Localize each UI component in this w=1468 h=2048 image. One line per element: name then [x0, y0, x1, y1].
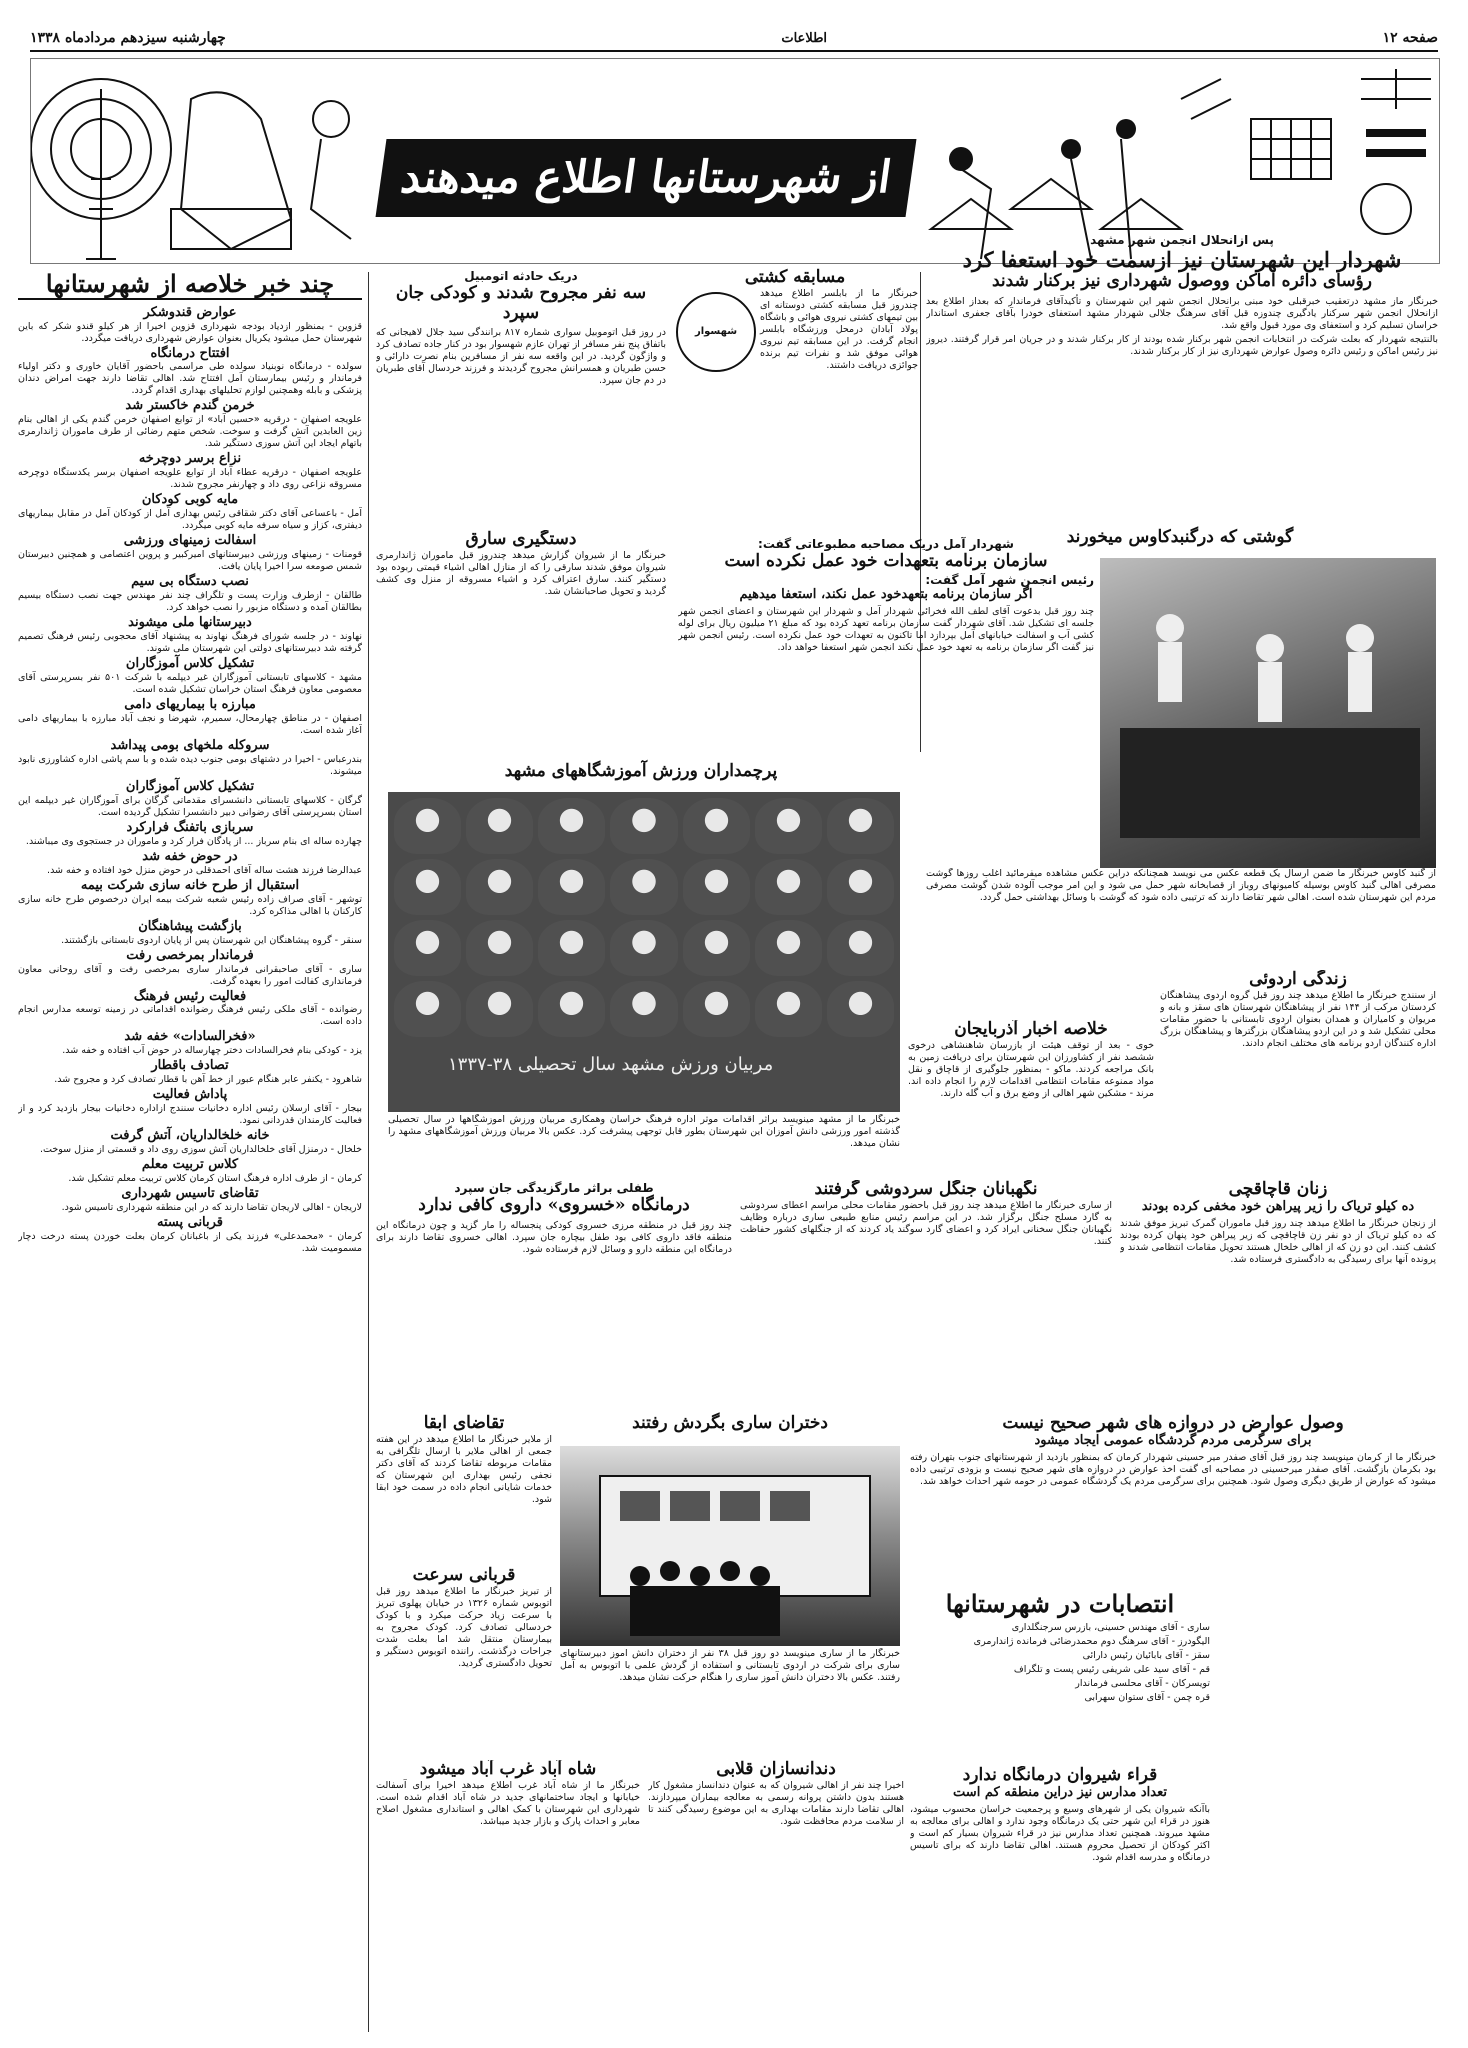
photo-sports-teachers — [388, 792, 900, 1112]
brief-item — [18, 1088, 362, 1127]
portrait — [827, 920, 894, 976]
brief-headline: خانه خلخالداریان، آتش گرفت — [110, 1128, 270, 1144]
brief-headline: استقبال از طرح خانه سازی شرکت بیمه — [80, 877, 300, 893]
article-body: از گنبد کاوس خبرنگار ما ضمن ارسال یک قطعه عکس می نویسد همچنانکه دراین عکس مشاهده میفرمائید اغلب روزها گوشت مصرفی اهالی گنبد کاوس بوسیله کامیونهای روباز از قصابخانه شهر حمل می شود و این امر موجب آلوده شدن گوشت مصرفی مردم این شهرستان شده است. اهالی شهر تقاضا دارند که ترتیبی داده شود که گوشت با وسائل بهداشتی حمل گردد. — [926, 868, 1436, 903]
brief-headline: سروکله ملخهای بومی پیداشد — [110, 737, 270, 753]
portrait — [466, 981, 533, 1037]
article-body: خبرنگار ما از شاه آباد غرب اطلاع میدهد اخیرا برای آسفالت خیابانها و ایجاد ساختمانهای جدید در شاه آباد اقدام شده است. شهرداری این شهرستان با کمک اهالی و استانداری مشغول اصلاح معابر و احداث پارک و بازار جدید میباشد. — [376, 1779, 640, 1827]
article-headline: قراء شیروان درمانگاه ندارد — [962, 1766, 1158, 1785]
brief-item — [18, 990, 362, 1029]
brief-item — [18, 534, 362, 573]
portrait — [827, 981, 894, 1037]
article-sarigh — [376, 530, 666, 760]
brief-body: علویجه اصفهان - درقریه «حسین آباد» از توابع اصفهان خرمن گندم یکی از اهالی بنام زین العابدین آتش گرفت و سوخت. شخص متهم رضائی از طرف ماموران ژاندارمری باتهام ایجاد این آتش سوزی دستگیر شد. — [18, 414, 362, 450]
brief-item — [18, 306, 362, 345]
photo-bus — [560, 1446, 900, 1646]
article-body: خبرنگار ما از بابلسر اطلاع میدهد چندروز قبل مسابقه کشتی دوستانه ای بین تیمهای کشتی نیروی هوائی و باشگاه پولاد آبادان درمحل ورزشگاه بابلسر انجام گرفت. در این مسابقه تیم نیروی هوائی موفق شد و نفرات تیم برنده جوائزی دریافت داشتند. — [760, 287, 918, 371]
article-kicker: دریک حادثه اتومبیل — [464, 269, 578, 283]
article-subheadline: ده کیلو تریاک را زیر پیراهن خود مخفی کرده بودند — [1141, 1198, 1415, 1214]
article-headline: قربانی سرعت — [412, 1566, 516, 1585]
article-body: اخیرا چند نفر از اهالی شیروان که به عنوان دندانساز مشغول کار هستند بدون داشتن پروانه رسمی به معالجه بیماران میپردازند. اهالی تقاضا دارند مقامات بهداری به این موضوع رسیدگی کنند تا از سلامت مردم محافظت شود. — [648, 1779, 904, 1827]
article-sari — [560, 1648, 900, 1758]
brief-item — [18, 1216, 362, 1255]
brief-headline: دبیرستانها ملی میشوند — [128, 615, 252, 631]
article-headline: زندگی اردوئی — [1249, 970, 1347, 989]
photo-meat-truck-figures — [1100, 558, 1436, 868]
portrait — [394, 920, 461, 976]
brief-item — [18, 821, 362, 848]
brief-headline: قربانی پسته — [156, 1215, 224, 1231]
portrait — [610, 981, 677, 1037]
article-tefl — [376, 1180, 732, 1410]
portrait — [827, 798, 894, 854]
article-kicker: پس ازانحلال انجمن شهر مشهد — [1090, 233, 1274, 247]
shahsavar-logo — [676, 292, 756, 372]
article-subheadline: تعداد مدارس نیز دراین منطقه کم است — [953, 1784, 1167, 1800]
photo-sari-girls — [560, 1446, 900, 1646]
briefs-header: چند خبر خلاصه از شهرستانها — [18, 270, 362, 300]
brief-body: رضوانده - آقای ملکی رئیس فرهنگ رضوانده اقداماتی در زمینه توسعه مدارس انجام داده است. — [18, 1004, 362, 1028]
article-kicker: رئیس انجمن شهر آمل گفت: — [925, 572, 1094, 587]
article-headline: درمانگاه «خسروی» داروی کافی ندارد — [418, 1195, 690, 1215]
brief-body: قومنات - زمینهای ورزشی دبیرستانهای امیرکبیر و پروین اعتصامی و همچنین دبیرستان شمس صومعه سرا اخیرا پایان یافت. — [18, 549, 362, 573]
masthead — [30, 28, 1438, 48]
portrait — [683, 798, 750, 854]
article-koshti — [672, 268, 918, 530]
article-body: از زنجان خبرنگار ما اطلاع میدهد چند روز قبل ماموران گمرک تبریز موفق شدند که ده کیلو تریاک از دو نفر زن قاچاقچی که زیر پیراهن خود پنهان کرده بودند کشف کنند. این دو زن که از اهالی خلخال هستند تحویل مقامات انتظامی شدند و پرونده آنها برای رسیدگی به دادگستری فرستاده شد. — [1120, 1218, 1436, 1266]
article-zanan — [1120, 1180, 1436, 1410]
portrait — [466, 920, 533, 976]
portrait — [610, 798, 677, 854]
brief-item — [18, 616, 362, 655]
page-number: صفحه ۱۲ — [1382, 30, 1438, 46]
brief-item — [18, 850, 362, 877]
portrait — [466, 859, 533, 915]
portrait — [755, 920, 822, 976]
paper-name: اطلاعات — [781, 30, 828, 46]
brief-headline: مبارزه با بیماریهای دامی — [124, 697, 256, 713]
portrait — [755, 981, 822, 1037]
brief-headline: تشکیل کلاس آموزگاران — [125, 778, 255, 794]
article-headline: شهردار این شهرستان نیز ازسمت خود استعفا کرد — [962, 247, 1402, 272]
brief-item — [18, 347, 362, 398]
brief-headline: اسفالت زمینهای ورزشی — [123, 533, 257, 549]
portrait — [683, 920, 750, 976]
brief-item — [18, 452, 362, 491]
brief-headline: نصب دستگاه بی سیم — [131, 574, 249, 590]
brief-body: شاهرود - یکنفر عابر هنگام عبور از خط آهن با قطار تصادف کرد و مجروح شد. — [54, 1074, 362, 1086]
brief-item — [18, 575, 362, 614]
article-body: در روز قبل اتوموبیل سواری شماره ۸۱۷ برانندگی سید جلال لاهیجانی که باتفاق پنج نفر مسافر از تهران عازم شهسوار بود در کنار جاده تصادف کرد و واژگون گردید. در این واقعه سه نفر از مسافرین بنام نصرت دارائی و حسن طبریان و همسرانش مجروح گردیدند و فرزند خردسال آقای طبریان در دم جان سپرد. — [376, 327, 666, 387]
brief-headline: عوارض قندوشکر — [143, 304, 237, 320]
brief-headline: فرماندار بمرخصی رفت — [126, 947, 254, 963]
portrait — [610, 920, 677, 976]
article-vosul — [910, 1414, 1436, 1584]
article-body: باآنکه شیروان یکی از شهرهای وسیع و پرجمعیت خراسان محسوب میشود، هنوز در قراء این شهر حتی یک درمانگاه وجود ندارد و اهالی برای معالجه به مشهد میروند. همچنین تعداد مدارس نیز در قراء شیروان بسیار کم است و اکثر کودکان از تحصیل محروم هستند. اهالی تقاضا دارند که برای تاسیس درمانگاه و مدرسه اقدام شود. — [910, 1804, 1210, 1864]
banner-title: از شهرستانها اطلاع میدهند — [376, 139, 917, 217]
brief-body: بندرعباس - اخیرا در دشتهای بومی جنوب دیده شده و با سم پاشی اداره کشاورزی نابود میشوند. — [18, 753, 362, 777]
brief-body: چهارده ساله ای بنام سرباز ... از پادگان فرار کرد و ماموران در جستجوی وی میباشند. — [25, 835, 362, 847]
brief-headline: تصادف باقطار — [151, 1058, 229, 1074]
portrait — [755, 859, 822, 915]
portrait — [755, 798, 822, 854]
article-headline: شاه آباد غرب آباد میشود — [419, 1760, 597, 1779]
article-body: از تبریز خبرنگار ما اطلاع میدهد روز قبل اتوبوس شماره ۱۳۲۶ در خیابان پهلوی تبریز با سرعت زیاد حرکت میکرد و با کودک خردسالی تصادف کرد. کودک مجروح به بیمارستان منتقل شد اما بعلت شدت جراحات درگذشت. راننده اتوبوس دستگیر و تحویل دادگستری گردید. — [376, 1585, 552, 1669]
article-body: خبرنگار ماز مشهد درتعقیب خبرقبلی خود مبنی برانحلال انجمن شهر این شهرستان و تأکیدآقای فرماندار که بعداز اطلاع بعد ازانحلال انجمن شهر سرکنار یادگیری چندوزه قبل آقای سرهنگ جلالی شهردار مشهد استعفای خودرا بآقای جعفری استاندار خراسان تسلیم کرد و استعفای وی مورد قبول واقع شد. — [926, 295, 1438, 331]
portrait — [538, 920, 605, 976]
article-taghaza — [376, 1414, 552, 1564]
portrait — [538, 981, 605, 1037]
brief-body: خلخال - درمنزل آقای خلخالداریان آتش سوزی روی داد و قسمتی از منزل سوخت. — [39, 1144, 362, 1156]
photo-caption: مربیان ورزش مشهد سال تحصیلی ۳۸-۱۳۳۷ — [448, 1054, 774, 1075]
portrait — [827, 859, 894, 915]
article-goosht — [926, 868, 1436, 968]
article-shirvan — [910, 1766, 1210, 2032]
portrait — [394, 981, 461, 1037]
article-kicker: شهردار آمل دریک مصاحبه مطبوعاتی گفت: — [758, 537, 1014, 551]
article-headline: زنان قاچاقچی — [1228, 1180, 1328, 1199]
appointment-item: تویسرکان - آقای محلسی فرماندار — [1075, 1677, 1210, 1689]
brief-headline: سربازی باتفنگ فرارکرد — [126, 819, 254, 835]
article-body: از ملایر خبرنگار ما اطلاع میدهد در این هفته جمعی از اهالی ملایر با ارسال تلگرافی به مقامات مربوطه تقاضا کردند که آقای دکتر نجفی رئیس بهداری این شهرستان که خدمات شایانی انجام داده در سمت خود ابقا شود. — [376, 1433, 552, 1505]
brief-item — [18, 1129, 362, 1156]
article-headline: نگهبانان جنگل سردوشی گرفتند — [814, 1180, 1038, 1199]
article-headline: دستگیری سارق — [465, 530, 577, 549]
article-body: خبرنگار ما از ساری مینویسد دو روز قبل ۳۸ نفر از دختران دانش آموز دبیرستانهای ساری برای شرکت در اردوی تابستانی و استفاده از گردش علمی با اتوبوس به آمل رفتند. عکس بالا دختران دانش آموز ساری را هنگام حرکت نشان میدهد. — [560, 1648, 900, 1683]
article-otobus — [376, 268, 666, 530]
article-body: چند روز قبل بدعوت آقای لطف الله فخرائی شهردار آمل و شهردار این شهرستان و اعضای انجمن شهر جلسه ای تشکیل شد. آقای شهردار گفت سازمان برنامه تعهد کرده بود که مبلغ ۲۱ میلیون ریال برای لوله کشی آب و اسفالت خیابانهای آمل بپردازد اما تاکنون به تعهدات خود عمل نکرده است. رئیس انجمن شهر نیز گفت اگر سازمان برنامه به تعهد خود عمل نکند انجمن شهر استعفا خواهد داد. — [678, 606, 1094, 654]
article-doroud — [1160, 970, 1436, 1170]
article-headline: سازمان برنامه بتعهدات خود عمل نکرده است — [724, 551, 1048, 571]
article-subheadline: اگر سازمان برنامه بتعهدخود عمل نکند، استعفا میدهیم — [739, 586, 1033, 602]
brief-headline: افتتاح درمانگاه — [150, 345, 230, 361]
brief-headline: مایه کوبی کودکان — [141, 492, 239, 508]
portrait — [683, 859, 750, 915]
appointment-item: سقز - آقای بابائیان رئیس دارائی — [1082, 1649, 1210, 1661]
brief-headline: بازگشت پیشاهنگان — [138, 918, 242, 934]
brief-item — [18, 879, 362, 918]
article-body: چند روز قبل در منطقه مرزی خسروی کودکی پنجساله را مار گزید و چون درمانگاه این منطقه فاقد داروی کافی بود طفل بیچاره جان سپرد. اهالی خسروی تقاضا دارند برای درمانگاه این منطقه دارو و وسائل لازم فرستاده شود. — [376, 1219, 732, 1255]
brief-item — [18, 493, 362, 532]
brief-headline: فعالیت رئیس فرهنگ — [133, 988, 247, 1004]
portrait-grid — [388, 792, 900, 1043]
appointment-item: الیگودرز - آقای سرهنگ دوم محمدرضائی فرمانده ژاندارمری — [973, 1635, 1210, 1647]
brief-item — [18, 1187, 362, 1214]
brief-body: کرمان - از طرف اداره فرهنگ استان کرمان کلاس تربیت معلم تشکیل شد. — [68, 1173, 362, 1185]
portrait — [610, 859, 677, 915]
brief-item — [18, 1030, 362, 1057]
article-body: بالنتیجه شهردار که بعلت شرکت در انتخابات انجمن شهر برکنار شده بودند از کار برکنار شدند و در جریان امر قرار گرفتند. دیروز نیز رئیس اماکن و رئیس دائره وصول عوارض شهرداری نیز از کار برکنار شدند. — [926, 333, 1438, 357]
brief-item — [18, 949, 362, 988]
article-subheadline: برای سرگرمی مردم گردشگاه عمومی ایجاد میشود — [1034, 1432, 1312, 1448]
brief-body: سولده - درمانگاه نوبنیاد سولده طی مراسمی باحضور آقایان خاوری و دکتر اولیاء فرماندار و رئیس بیمارستان آمل افتتاح شد. اهالی تقاضا دارند جهت امراض دندان پزشکی و بابله وهمچنین لوازم تحلیلهای بهداری اقدام گردد. — [18, 361, 362, 397]
brief-body: مشهد - کلاسهای تابستانی آموزگاران غیر دیپلمه با شرکت ۵۰۱ نفر بسرپرستی آقای معصومی معاون فرهنگ استان خراسان تشکیل شده است. — [18, 672, 362, 696]
article-body: از ساری خبرنگار ما اطلاع میدهد چند روز قبل باحضور مقامات محلی مراسم اعطای سردوشی به گارد مسلح جنگل برگزار شد. در این مراسم رئیس منابع طبیعی ساری درباره وظایف نگهبانان جنگل سخنانی ایراد کرد و اعضای گارد سوگند یاد کردند که از جنگلهای کشور حفاظت کنند. — [740, 1199, 1112, 1247]
brief-body: اصفهان - در مناطق چهارمحال، سمیرم، شهرضا و نجف آباد مبارزه با بیماریهای دامی آغاز شده است. — [18, 712, 362, 736]
column-rule — [368, 272, 369, 2032]
portrait — [683, 981, 750, 1037]
article-headline: پرچمداران ورزش آموزشگاههای مشهد — [504, 761, 778, 781]
portrait — [538, 798, 605, 854]
article-mashhad — [926, 232, 1438, 532]
portrait — [538, 859, 605, 915]
brief-headline: پاداش فعالیت — [152, 1087, 228, 1103]
article-sari-head — [560, 1414, 900, 1444]
article-headline: وصول عوارض در دروازه های شهر صحیح نیست — [1002, 1414, 1344, 1433]
portrait — [394, 798, 461, 854]
brief-body: ساری - آقای صاحبقرانی فرماندار ساری بمرخصی رفت و آقای روحانی معاون فرمانداری کفالت امور را بعهده گرفت. — [18, 963, 362, 987]
brief-body: کرمان - «محمدعلی» فرزند یکی از باغبانان کرمان بعلت خوردن پسته درخت دچار مسمومیت شد. — [18, 1231, 362, 1255]
brief-body: طالقان - ازطرف وزارت پست و تلگراف چند نفر مهندس جهت نصب دستگاه بیسیم بطالقان آمده و دستگاه مزبور را نصب خواهد کرد. — [18, 590, 362, 614]
brief-body: سنقر - گروه پیشاهنگان این شهرستان پس از پایان اردوی تابستانی بازگشتند. — [61, 934, 362, 946]
brief-headline: خرمن گندم خاکستر شد — [125, 398, 255, 414]
article-headline: خلاصه اخبار آذربایجان — [954, 1020, 1108, 1039]
brief-body: گرگان - کلاسهای تابستانی دانشسرای مقدماتی گرگان برای آموزگاران غیر دیپلمه این استان بسرپرستی آقای رضوانی دبیر دانشسرا تشکیل گردیده است. — [18, 794, 362, 818]
brief-item — [18, 399, 362, 450]
appointment-item: ساری - آقای مهندس حسینی، بازرس سرجنگلداری — [1011, 1621, 1210, 1633]
brief-item — [18, 739, 362, 778]
article-jangal — [740, 1180, 1112, 1410]
portrait — [466, 798, 533, 854]
logo-text: شهسوار — [694, 325, 738, 337]
brief-body: قزوین - بمنظور ازدیاد بودجه شهرداری قزوین اخیرا از هر کیلو قندو شکر که باین شهرستان حمل میشود یکریال بعنوان عوارض شهرداری دریافت میگردد. — [18, 320, 362, 344]
brief-body: یزد - کودکی بنام فخرالسادات دختر چهارساله در حوض آب افتاده و خفه شد. — [62, 1045, 362, 1057]
brief-headline: در حوض خفه شد — [142, 848, 238, 864]
article-parcham-head — [376, 762, 906, 790]
issue-date: چهارشنبه سیزدهم مردادماه ۱۳۳۸ — [30, 30, 226, 46]
article-shahabad — [376, 1760, 640, 2032]
brief-headline: تشکیل کلاس آموزگاران — [125, 656, 255, 672]
masthead-rule — [30, 50, 1438, 52]
brief-item — [18, 657, 362, 696]
brief-headline: کلاس تربیت معلم — [141, 1157, 239, 1173]
brief-body: بیجار - آقای ارسلان رئیس اداره دخانیات سنندج ازاداره دخانیات بیجار بازدید کرد و از فعالیت کارمندان قدردانی نمود. — [18, 1103, 362, 1127]
brief-body: آمل - باعساعی آقای دکتر شقاقی رئیس بهداری آمل از کودکان آمل در مقابل بیماریهای دیفتری، کزاز و سیاه سرفه مایه کوبی میگردد. — [18, 508, 362, 532]
appointment-item: قم - آقای سید علی شریفی رئیس پست و تلگراف — [1013, 1663, 1210, 1675]
article-body: از سنندج خبرنگار ما اطلاع میدهد چند روز قبل گروه اردوی پیشاهنگان کردستان مرکب از ۱۴۴ نفر از پیشاهنگان شهرستان های سقز و بانه و مریوان و کامیاران و همدان بعنوان اردوی تابستانی با حضور مقامات محلی تشکیل شد و در این اردو پیشاهنگان بزرگترها و پیشاهنگان بزرگ اداره کنندگان اردو برنامه های مختلف انجام دادند. — [1160, 989, 1436, 1049]
brief-headline: نزاع برسر دوچرخه — [138, 451, 242, 467]
brief-headline: «فخرالسادات» خفه شد — [124, 1029, 256, 1045]
article-dandan — [648, 1760, 904, 2032]
article-azar — [908, 1020, 1154, 1180]
brief-item — [18, 780, 362, 819]
brief-item — [18, 698, 362, 737]
brief-body: نهاوند - در جلسه شورای فرهنگ نهاوند به پیشنهاد آقای محجوبی رئیس فرهنگ تصمیم گرفته شد دبیرستانهای دولتی این شهرستان ملی شوند. — [18, 631, 362, 655]
article-headline: سه نفر مجروح شدند و کودکی جان سپرد — [395, 283, 647, 323]
article-entesab — [910, 1590, 1210, 1760]
brief-item — [18, 1158, 362, 1185]
article-body: خبرنگار ما از شیروان گزارش میدهد چندروز قبل ماموران ژاندارمری شیروان موفق شدند سارقی را که از منازل اهالی اشیاء قیمتی ربوده بود دستگیر کنند. سارق اعتراف کرد و اشیاء مسروقه از منزل وی کشف گردید و تحویل صاحبانشان شد. — [376, 549, 666, 597]
article-subheadline: رؤسای دائره اماکن ووصول شهرداری نیز برکنار شدند — [992, 271, 1372, 292]
brief-body: لاریجان - اهالی لاریجان تقاضا دارند که در این منطقه شهرداری تاسیس شود. — [61, 1202, 362, 1214]
briefs-column — [18, 270, 362, 2040]
article-headline: گوشتی که درگنبدکاوس میخورند — [1066, 527, 1294, 547]
article-headline: مسابقه کشتی — [744, 268, 846, 287]
brief-body: عبدالرضا فرزند هشت ساله آقای احمدقلی در حوض منزل خود افتاده و خفه شد. — [47, 864, 362, 876]
article-body: خبرنگار ما از کرمان مینویسد چند روز قبل آقای صفدر میر حسینی شهردار کرمان که بمنظور بازدید از شهرستانهای جنوب بتهران رفته بود بکرمان بازگشت. آقای صفدر میرحسینی در مصاحبه ای گفت اخذ عوارض در دروازه های شهر صحیح نیست و بزودی ترتیبی داده میشود که عوارض از طریق دیگری وصول شود. همچنین برای سرگرمی مردم یک گردشگاه عمومی در حومه شهر احداث خواهد شد. — [910, 1452, 1436, 1488]
article-body: خبرنگار ما از مشهد مینویسد براثر اقدامات موثر اداره فرهنگ خراسان وهمکاری مربیان ورزش آموزشگاهها در سال تحصیلی گذشته امور ورزشی دانش آموزان این شهرستان بطور قابل توجهی پیشرفت کرد. عکس بالا مربیان ورزش آموزشگاههای مشهد را نشان میدهد. — [388, 1114, 900, 1149]
brief-item — [18, 920, 362, 947]
article-headline: دختران ساری بگردش رفتند — [632, 1413, 828, 1433]
brief-headline: تقاضای تاسیس شهرداری — [121, 1186, 259, 1202]
article-headline: دندانسازان قلابی — [716, 1760, 836, 1779]
appointment-item: قره چمن - آقای ستوان سهرابی — [1084, 1691, 1210, 1703]
article-sorat — [376, 1566, 552, 1756]
article-headline: تقاضای ابقا — [423, 1414, 505, 1433]
brief-body: توشهر - آقای صراف زاده رئیس شعبه شرکت بیمه ایران درخصوص طرح خانه سازی کارکنان با اهالی مذاکره کرد. — [18, 893, 362, 917]
article-body: خوی - بعد از توقف هیئت از بازرسان شاهنشاهی درخوی ششصد نفر از کشاورزان این شهرستان برای دریافت زمین به بانک مراجعه کردند. ماکو - بمنظور جلوگیری از قاچاق و نقل مواد ممنوعه مقامات انتظامی اقدامات لازم را انجام داده اند. مرند - مشکین شهر اهالی از وضع برق و آب گله دارند. — [908, 1039, 1154, 1099]
article-headline: انتصابات در شهرستانها — [945, 1590, 1175, 1618]
article-kicker: طفلی براثر مارگزیدگی جان سپرد — [454, 1181, 654, 1195]
brief-body: علویجه اصفهان - درقریه عطاء آباد از توابع علویجه اصفهان برسر یکدستگاه دوچرخه مسروقه نزاعی روی داد و چهارنفر مجروح شدند. — [18, 467, 362, 491]
brief-item — [18, 1059, 362, 1086]
article-parcham — [388, 1114, 900, 1174]
photo-meat-truck — [1100, 558, 1436, 868]
portrait — [394, 859, 461, 915]
